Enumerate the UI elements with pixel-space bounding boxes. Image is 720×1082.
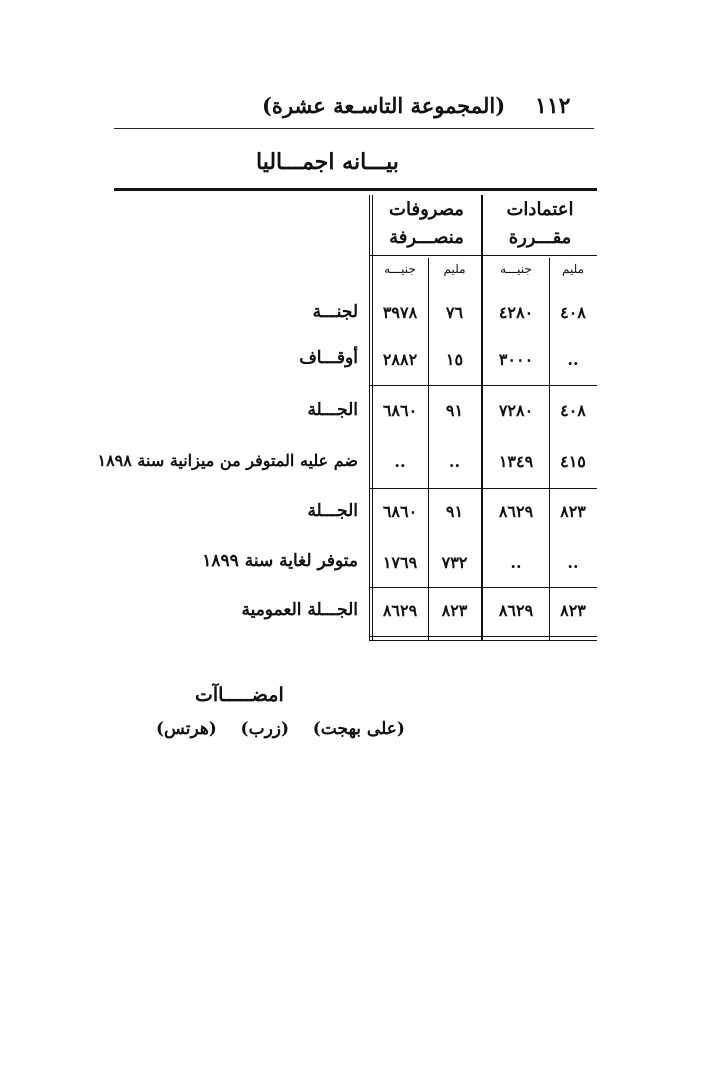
title-rule bbox=[114, 188, 597, 191]
row-label: الجـــلة bbox=[307, 400, 358, 420]
row-label: أوقـــاف bbox=[299, 348, 358, 368]
table-cell: .. bbox=[567, 553, 579, 572]
group-header-line1: مصروفات bbox=[389, 199, 464, 220]
row-label: ضم عليه المتوفر من ميزانية سنة ١٨٩٨ bbox=[97, 451, 358, 470]
group-header-line2: منصـــرفة bbox=[389, 227, 464, 248]
table-cell: ٧٦ bbox=[445, 303, 464, 322]
table-cell: ٤١٥ bbox=[560, 452, 586, 471]
table-cell: ٦٨٦٠ bbox=[382, 401, 418, 420]
row-separator bbox=[369, 488, 597, 489]
table-cell: ١٧٦٩ bbox=[382, 553, 418, 572]
signatory-name: (زرب) bbox=[240, 719, 290, 739]
signatures-names bbox=[156, 719, 405, 739]
section-title: بيـــانه اجمـــاليا bbox=[256, 149, 399, 175]
table-cell: .. bbox=[448, 452, 461, 471]
table-cell: ٨٢٣ bbox=[560, 601, 586, 620]
table-cell: ٤٠٨ bbox=[560, 401, 586, 420]
signatory-name: (على بهجت) bbox=[312, 719, 405, 739]
table-cell: ٤٠٨ bbox=[560, 303, 586, 322]
group-header-line2: مقـــررة bbox=[508, 227, 572, 248]
page-number: ١١٢ bbox=[535, 93, 571, 119]
signatory-name: (هرتس) bbox=[156, 719, 217, 739]
column-header: جنيـــه bbox=[500, 262, 532, 276]
header-rule bbox=[114, 128, 594, 129]
table-cell: ٨٦٢٩ bbox=[498, 601, 534, 620]
column-header: جنيـــه bbox=[384, 262, 416, 276]
table-bottom-rule bbox=[369, 636, 597, 637]
table-cell: ٨٢٣ bbox=[560, 502, 586, 521]
table-cell: ٨٦٢٩ bbox=[382, 601, 418, 620]
table-cell: ٩١ bbox=[445, 502, 464, 521]
table-bottom-rule bbox=[369, 640, 597, 641]
row-separator bbox=[369, 587, 597, 588]
table-cell: ٨٦٢٩ bbox=[498, 502, 534, 521]
table-cell: ٧٣٢ bbox=[441, 553, 468, 572]
row-label: الجـــلة bbox=[307, 501, 358, 521]
group-header-line1: اعتمادات bbox=[506, 199, 574, 220]
table-cell: ٣٠٠٠ bbox=[498, 350, 534, 369]
column-header: مليم bbox=[443, 262, 466, 276]
signatures-heading: امضـــــاآت bbox=[195, 684, 284, 706]
table-left-border bbox=[369, 195, 370, 640]
table-cell: .. bbox=[567, 350, 579, 369]
table-cell: ٤٢٨٠ bbox=[498, 303, 534, 322]
table-cell: ١٥ bbox=[445, 350, 464, 369]
table-cell: ١٣٤٩ bbox=[498, 452, 534, 471]
row-label: متوفر لغاية سنة ١٨٩٩ bbox=[202, 551, 358, 571]
header-rule bbox=[369, 255, 597, 256]
table-cell: ٨٢٣ bbox=[441, 601, 468, 620]
table-cell: ٦٨٦٠ bbox=[382, 502, 418, 521]
table-cell: ٩١ bbox=[445, 401, 464, 420]
row-label: الجـــلة العمومية bbox=[241, 600, 358, 620]
table-cell: .. bbox=[394, 452, 406, 471]
table-cell: .. bbox=[510, 553, 522, 572]
running-header: (المجموعة التاسـعة عشرة) bbox=[262, 93, 506, 118]
column-header: مليم bbox=[561, 262, 584, 276]
table-cell: ٢٨٨٢ bbox=[382, 350, 418, 369]
table-cell: ٣٩٧٨ bbox=[382, 303, 418, 322]
row-label: لجنـــة bbox=[312, 302, 358, 322]
table-cell: ٧٢٨٠ bbox=[498, 401, 534, 420]
row-separator bbox=[369, 385, 597, 386]
